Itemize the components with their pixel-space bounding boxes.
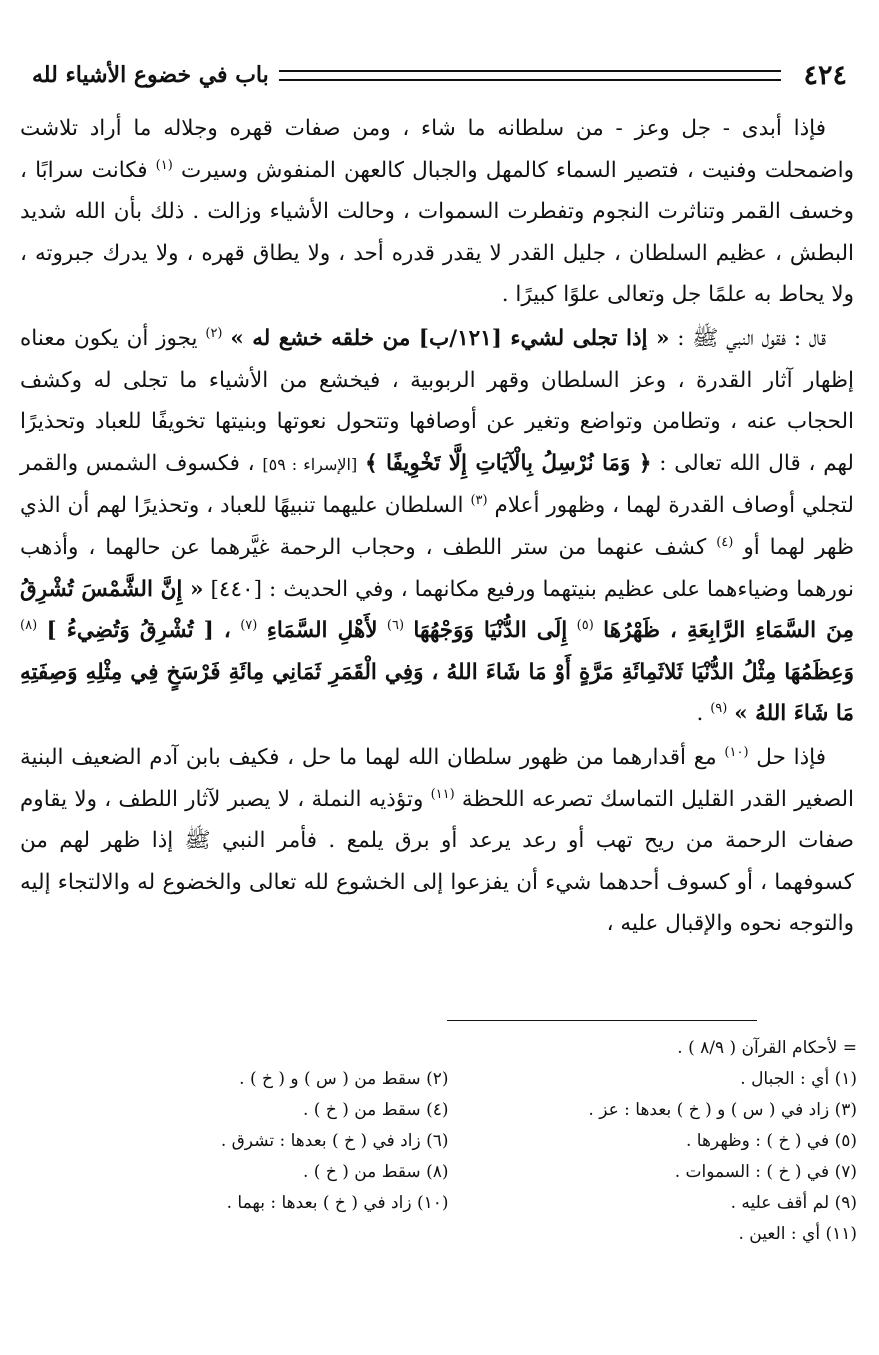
footnotes xyxy=(60,1033,857,1250)
footnote-9: (٩) لم أقف عليه . xyxy=(730,1193,857,1213)
footnote-8: (٨) سقط من ( خ ) . xyxy=(302,1162,449,1182)
footnote-ref-9: (٩) xyxy=(710,701,728,717)
main-text xyxy=(20,108,854,945)
footnote-ref-11: (١١) xyxy=(430,786,455,802)
chapter-title: باب في خضوع الأشياء لله xyxy=(32,62,269,88)
paragraph-1: فإذا أبدى - جل وعز - من سلطانه ما شاء ، ومن صفات قهره وجلاله ما أراد تلاشت واضمحلت وفنيت ، فتصير السماء كالمهل والجبال كالعهن المنفوش وسيرت $^{(١)}$ فكانت سرابًا ، وخسف القمر وتناثرت النجوم وتفطرت السموات ، وحالت الأشياء وزالت . ذلك بأن الله شديد البطش ، عظيم السلطان ، جليل القدر لا يقدر قدره أحد ، ولا يطاق قهره ، ولا يدرك جبروته ، ولا يحاط به علمًا جل وتعالى علوًا كبيرًا . xyxy=(20,116,855,308)
paragraph-2: قال : فقول النبي ﷺ : « إذا تجلى لشيء [١٢١/ب] من خلقه خشع له » $^{(٢)}$ يجوز أن يكون معناه إظهار آثار القدرة ، وعز السلطان وقهر الربوبية ، فيخشع من الأشياء ما تجلى له وكشف الحجاب عنه ، وتطامن وتواضع وتغير عن أوصافها وتتحول نعوتها وبنيتها تخويفًا للعباد وتحذيرًا لهم ، قال الله تعالى : ﴿ وَمَا نُرْسِلُ بِالْآيَاتِ إِلَّا تَخْوِيفًا ﴾ [الإسراء : ٥٩] ، فكسوف الشمس والقمر لتجلي أوصاف القدرة لهما ، وظهور أعلام $^{(٣)}$ السلطان عليهما تنبيهًا للعباد ، وتحذيرًا لهم أن الذي ظهر لهما أو $^{(٤)}$ كشف عنهما من ستر اللطف ، وحجاب الرحمة غيَّرهما عن حالهما ، وأذهب نورهما وضياءهما على عظيم بنيتهما ورفيع مكانهما ، وفي الحديث : [٤٤٠] « إِنَّ الشَّمْسَ تُشْرِقُ مِنَ السَّمَاءِ الرَّابِعَةِ ، ظَهْرُهَا $^{(٥)}$ إِلَى الدُّنْيَا وَوَجْهُهَا $^{(٦)}$ لأَهْلِ السَّمَاءِ $^{(٧)}$ ، [ تُشْرِقُ وَتُضِيءُ ] $^{(٨)}$ وَعِظَمُهَا مِثْلُ الدُّنْيَا ثَلاثَمِائَةِ مَرَّةٍ أَوْ مَا شَاءَ اللهُ ، وَفِي الْقَمَرِ ثَمَانِي مِائَةِ فَرْسَخٍ فِي مِثْلِهِ وَصِفَتِهِ مَا شَاءَ اللهُ » $^{(٩)}$ . xyxy=(20,325,854,727)
hadith-quote-2: « إِنَّ الشَّمْسَ تُشْرِقُ مِنَ السَّمَاءِ الرَّابِعَةِ ، ظَهْرُهَا xyxy=(20,576,854,644)
footnote-10: (١٠) زاد في ( خ ) بعدها : بهما . xyxy=(226,1193,449,1213)
header-rule xyxy=(279,70,782,81)
quran-verse: ﴿ وَمَا نُرْسِلُ بِالْآيَاتِ إِلَّا تَخْوِيفًا ﴾ xyxy=(364,450,652,476)
footnote-ref-2: (٢) xyxy=(205,325,223,341)
footnote-ref-3: (٣) xyxy=(470,493,488,509)
footnote-separator xyxy=(447,1020,757,1021)
page-number: ٤٢٤ xyxy=(803,59,847,91)
hadith-quote: « إذا تجلى لشيء [١٢١/ب] من خلقه خشع له » xyxy=(230,325,670,351)
footnote-11: (١١) أي : العين . xyxy=(738,1224,857,1244)
verse-reference: [الإسراء : ٥٩] xyxy=(262,454,358,474)
footnote-list xyxy=(60,1064,857,1250)
paragraph-3: فإذا حل $^{(١٠)}$ مع أقدارهما من ظهور سلطان الله لهما ما حل ، فكيف بابن آدم الضعيف البنية الصغير القدر القليل التماسك تصرعه اللحظة $^{(١١)}$ وتؤذيه النملة ، لا يصبر لآثار اللطف ، ولا يقاوم صفات الرحمة من ريح تهب أو رعد يرعد أو برق يلمع . فأمر النبي ﷺ إذا ظهر لهم من كسوفهما ، أو كسوف أحدهما شيء أن يفزعوا إلى الخشوع لله تعالى والخضوع له والالتجاء إليه والتوجه نحوه والإقبال عليه ، xyxy=(20,744,854,937)
footnote-3: (٣) زاد في ( س ) و ( خ ) بعدها : عز . xyxy=(588,1100,857,1120)
footnote-6: (٦) زاد في ( خ ) بعدها : تشرق . xyxy=(220,1131,449,1151)
footnote-7: (٧) في ( خ ) : السموات . xyxy=(674,1162,857,1182)
footnote-continuation: = لأحكام القرآن ( ٨/٩ ) . xyxy=(677,1038,857,1058)
footnote-ref-4: (٤) xyxy=(716,534,734,550)
footnote-ref-7: (٧) xyxy=(240,617,258,633)
footnote-5: (٥) في ( خ ) : وظهرها . xyxy=(685,1131,857,1151)
footnote-4: (٤) سقط من ( خ ) . xyxy=(302,1100,449,1120)
footnote-2: (٢) سقط من ( س ) و ( خ ) . xyxy=(239,1069,449,1089)
footnote-ref-10: (١٠) xyxy=(724,744,749,760)
footnote-ref-5: (٥) xyxy=(576,617,594,633)
footnote-ref-1: (١) xyxy=(155,157,173,173)
footnote-ref-8: (٨) xyxy=(20,617,38,633)
page-header xyxy=(32,58,847,92)
footnote-ref-6: (٦) xyxy=(386,617,405,633)
footnote-1: (١) أي : الجبال . xyxy=(740,1069,857,1089)
